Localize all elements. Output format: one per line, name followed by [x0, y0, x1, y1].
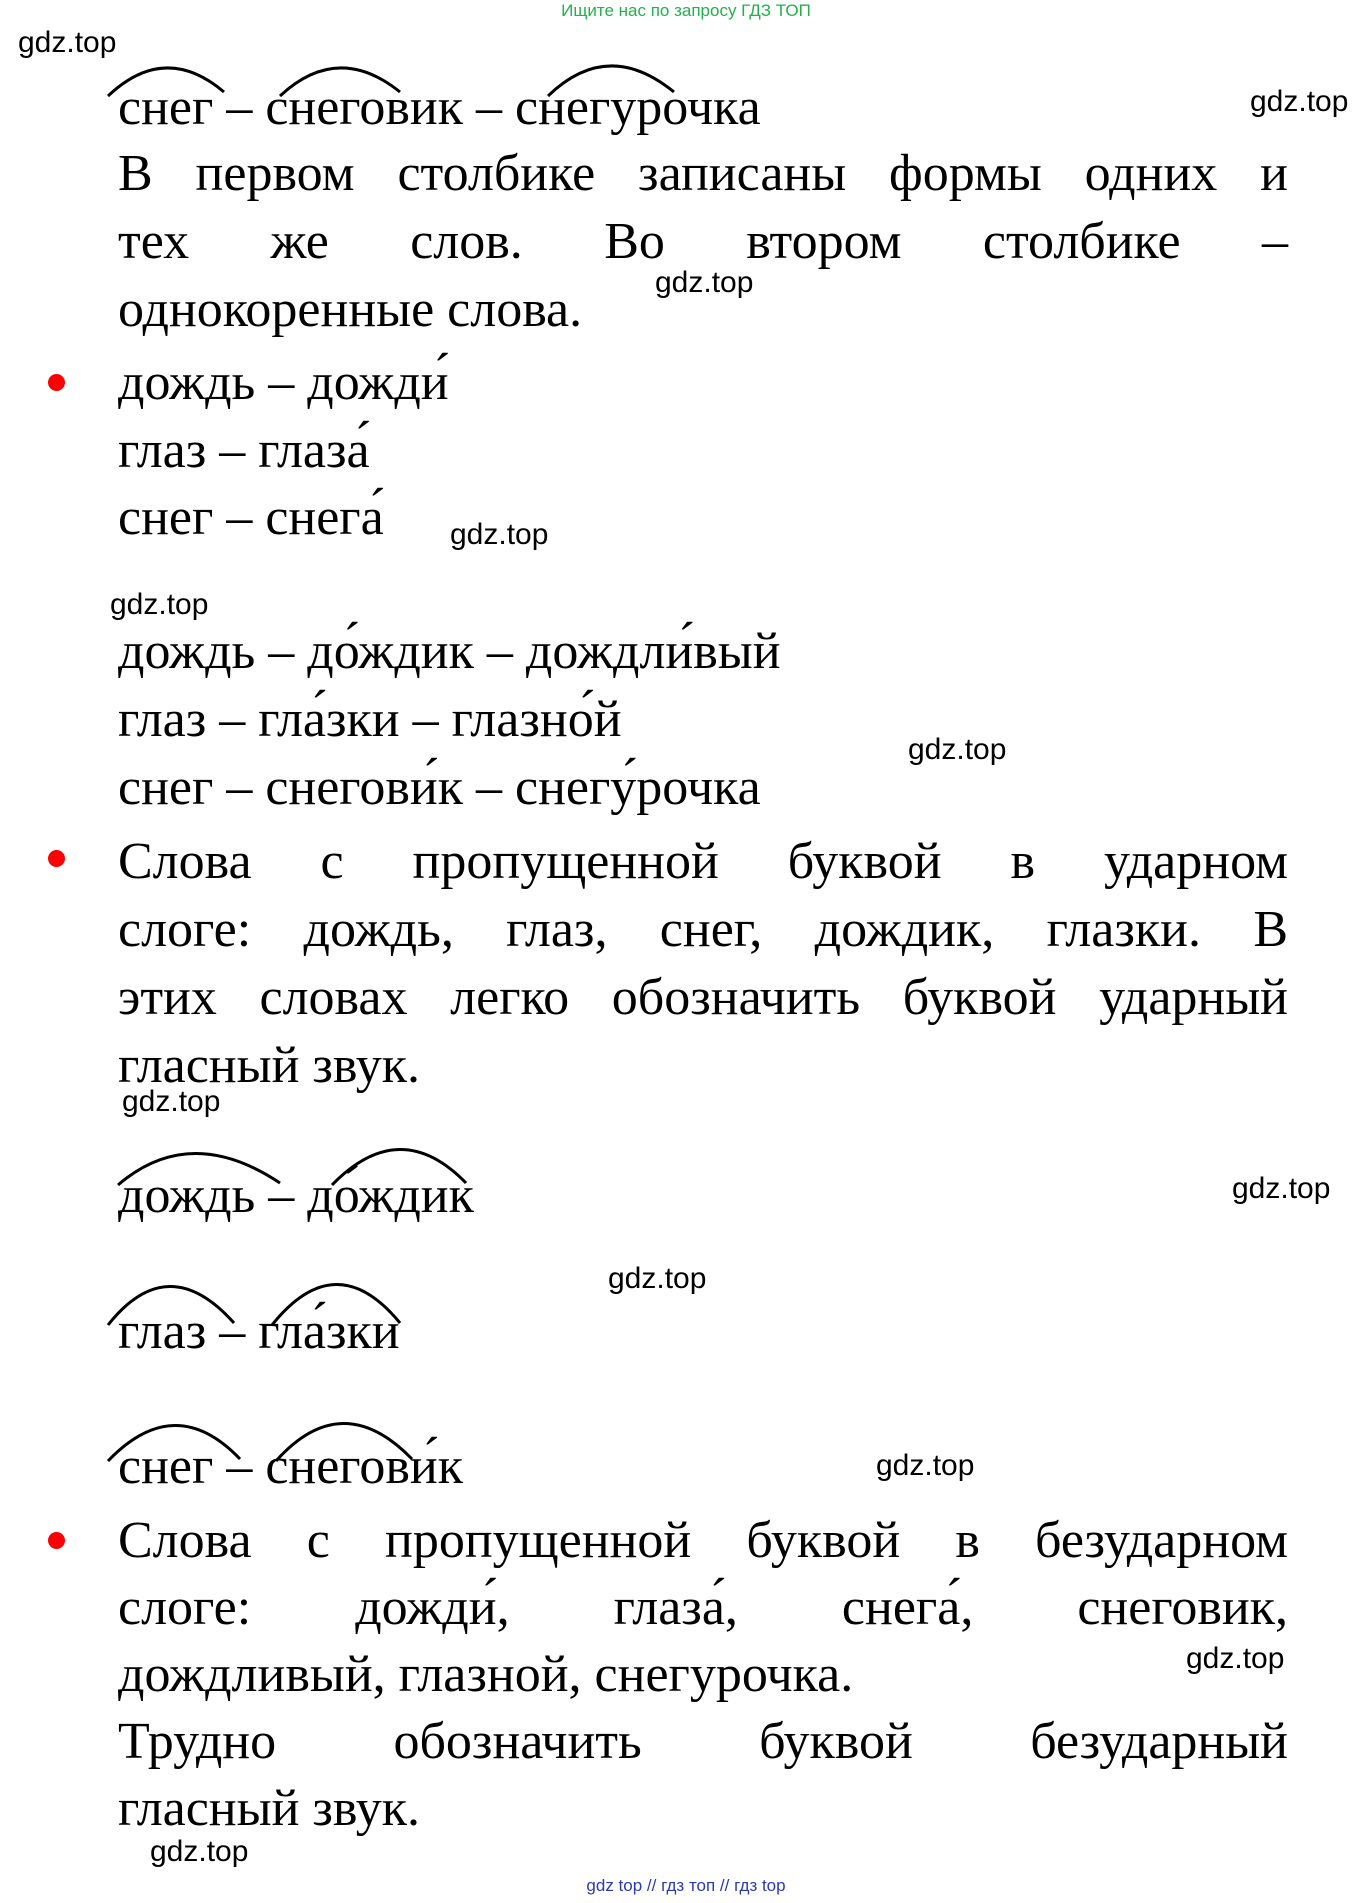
- watermark: gdz.top: [150, 1835, 249, 1868]
- forms-line: снег – снега́: [118, 489, 384, 546]
- watermark: gdz.top: [122, 1085, 221, 1118]
- watermark: gdz.top: [876, 1449, 975, 1482]
- watermark: gdz.top: [1232, 1172, 1331, 1205]
- related-line: глаз – гла́зки – глазно́й: [118, 691, 622, 748]
- search-banner[interactable]: Ищите нас по запросу ГДЗ ТОП: [561, 1, 811, 20]
- watermark: gdz.top: [18, 26, 117, 59]
- para3-line: Слова с пропущенной буквой в безударном: [118, 1512, 1288, 1569]
- watermark: gdz.top: [1250, 85, 1349, 118]
- forms-line: глаз – глаза́: [118, 422, 370, 479]
- para1-line: В первом столбике записаны формы одних и: [118, 145, 1288, 202]
- pair-line: дождь – до́ждик: [118, 1167, 474, 1224]
- related-line: снег – снегови́к – снегу́рочка: [118, 759, 761, 816]
- para1-line: однокоренные слова.: [118, 281, 583, 338]
- watermark: gdz.top: [655, 266, 754, 299]
- para1-line: тех же слов. Во втором столбике –: [118, 213, 1288, 270]
- pair-line: снег – снегови́к: [118, 1438, 463, 1495]
- para3-line: гласный звук.: [118, 1780, 420, 1837]
- para3-line: Трудно обозначить буквой безударный: [118, 1713, 1288, 1770]
- para2-line: гласный звук.: [118, 1037, 420, 1094]
- para2-line: этих словах легко обозначить буквой ударный: [118, 969, 1288, 1026]
- watermark: gdz.top: [608, 1262, 707, 1295]
- root-line: снег – снеговик – снегурочка: [118, 79, 761, 136]
- para3-line: слоге: дожди́, глаза́, снега́, снеговик,: [118, 1579, 1288, 1636]
- forms-line: дождь – дожди́: [118, 354, 449, 411]
- pair-line: глаз – гла́зки: [118, 1303, 400, 1360]
- watermark: gdz.top: [1186, 1642, 1285, 1675]
- watermark: gdz.top: [450, 518, 549, 551]
- para3-line: дождливый, глазной, снегурочка.: [118, 1646, 854, 1703]
- bullet-icon: [48, 374, 65, 391]
- watermark: gdz.top: [908, 733, 1007, 766]
- watermark: gdz.top: [110, 588, 209, 621]
- footer-links[interactable]: gdz top // гдз топ // гдз top: [586, 1876, 786, 1895]
- bullet-icon: [48, 1532, 65, 1549]
- related-line: дождь – до́ждик – дождли́вый: [118, 623, 781, 680]
- bullet-icon: [48, 850, 65, 867]
- para2-line: слоге: дождь, глаз, снег, дождик, глазки. В: [118, 901, 1288, 958]
- para2-line: Слова с пропущенной буквой в ударном: [118, 833, 1288, 890]
